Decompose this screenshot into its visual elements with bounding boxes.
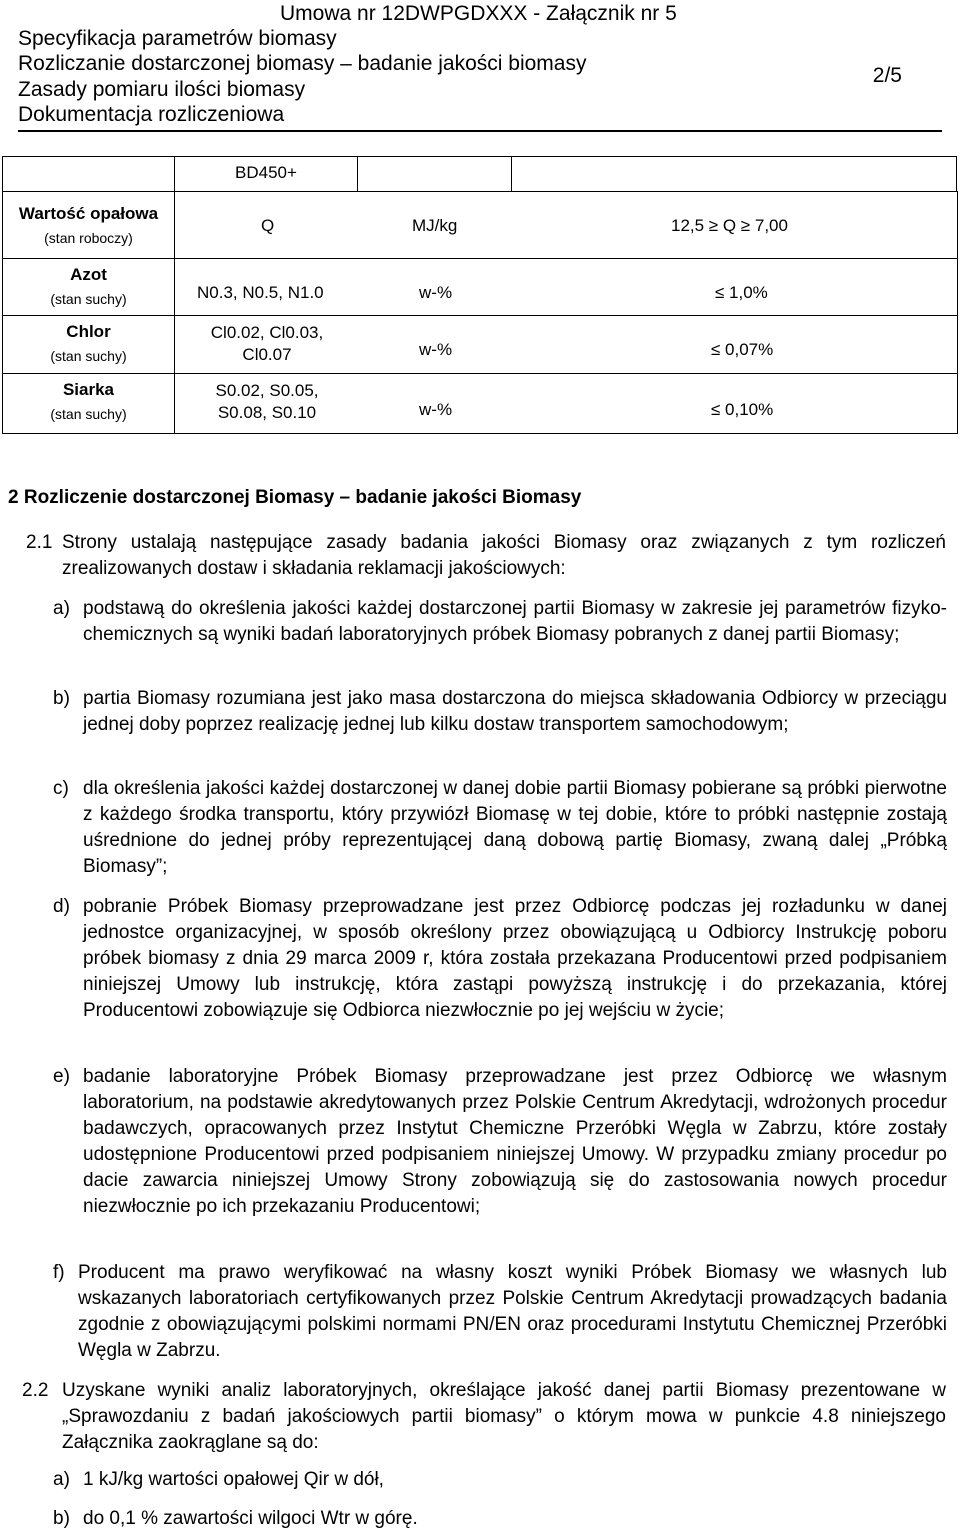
param-limit: ≤ 0,07% xyxy=(711,340,774,359)
paragraph-text: Strony ustalają następujące zasady badania jakości Biomasy oraz związanych z tym rozliczeń zrealizowanych dostaw i składania reklamacji jakościowych: xyxy=(62,532,946,579)
item-letter: a) xyxy=(53,1469,70,1490)
page-number: 2/5 xyxy=(872,64,902,87)
list-item-f: Producent ma prawo weryfikować na własny koszt wyniki Próbek Biomasy we własnych lub wskazanych laboratoriach certyfikowanych przez Polskie Centrum Akredytacji prowadzących badania zgodnie z obowiązującymi polskimi normami PN/EN oraz procedurami Instytutu Chemicznej Przeróbki Węgla w Zabrzu. xyxy=(78,1262,947,1361)
paragraph-2-2: Uzyskane wyniki analiz laboratoryjnych, określające jakość danej partii Biomasy prezentowane w „Sprawozdaniu z badań jakościowych partii biomasy” o którym mowa w punkcie 4.8 niniejszego Załącznika zaokrąglane są do: xyxy=(62,1380,946,1453)
list-item-c: dla określenia jakości każdej dostarczonej w danej dobie partii Biomasy pobierane są próbki pierwotne z każdego środka transportu, który przywiózł Biomasę w tej dobie, które to próbki następnie zostają uśrednione do jednej próby reprezentującej daną dobową partię Biomasy, zwaną dalej „Próbką Biomasy”; xyxy=(83,778,947,877)
param-limit: ≤ 1,0% xyxy=(715,283,768,302)
table-row-values xyxy=(174,315,958,374)
table-row-label xyxy=(2,315,175,374)
header-line: Zasady pomiaru ilości biomasy xyxy=(18,78,306,101)
list-item-e: badanie laboratoryjne Próbek Biomasy przeprowadzane jest przez Odbiorcę we własnym laboratorium, na podstawie akredytowanych przez Polskie Centrum Akredytacji, wdrożonych procedur badawczych, opracowanych przez Instytut Chemiczne Przeróbki Węgla w Zabrzu, które zostały udostępnione Producentowi przed podpisaniem niniejszej Umowy. W przypadku zmiany procedur po dacie zawarcia niniejszej Umowy Strony zobowiązują się do zastosowania nowych procedur niezwłocznie po ich przekazaniu Producentowi; xyxy=(83,1066,947,1217)
table-row-values xyxy=(174,191,958,259)
header-line: Dokumentacja rozliczeniowa xyxy=(18,103,285,126)
table-row-values xyxy=(174,258,958,316)
item-letter: b) xyxy=(53,1508,70,1529)
item-letter: c) xyxy=(53,778,69,799)
param-unit: w-% xyxy=(419,340,453,359)
table-cell-code xyxy=(174,156,358,192)
item-letter: a) xyxy=(53,598,70,619)
top-code: BD450+ xyxy=(235,163,297,182)
param-condition: (stan suchy) xyxy=(50,291,127,307)
param-code: S0.02, S0.05, S0.08, S0.10 xyxy=(215,381,319,422)
paragraph-number: 2.1 xyxy=(26,532,53,553)
param-name: Wartość opałowa xyxy=(18,204,159,223)
param-code: Q xyxy=(261,216,275,235)
item-letter: f) xyxy=(53,1262,65,1283)
param-name: Chlor xyxy=(66,322,111,341)
table-row-label xyxy=(2,373,175,434)
table-row-values xyxy=(174,373,958,434)
header-divider xyxy=(18,130,942,132)
param-condition: (stan roboczy) xyxy=(44,230,133,246)
table-cell-empty xyxy=(511,156,957,192)
table-row-label xyxy=(2,191,175,259)
item-letter: b) xyxy=(53,688,70,709)
table-cell-empty xyxy=(2,156,175,192)
list-item-d: pobranie Próbek Biomasy przeprowadzane jest przez Odbiorcę podczas jej rozładunku w danej jednostce organizacyjnej, w sposób określony przez obowiązującą u Odbiorcy Instrukcję poboru próbek biomasy z dnia 29 marca 2009 r, która została przekazana Producentowi przed podpisaniem niniejszej Umowy lub instrukcję, która zastąpi powyższą instrukcję i do przekazania, której Producentowi zobowiązuje się Odbiorca niezwłocznie po jej wejściu w życie; xyxy=(83,896,947,1021)
param-unit: MJ/kg xyxy=(412,216,458,235)
list-item-2a: 1 kJ/kg wartości opałowej Qir w dół, xyxy=(83,1469,384,1490)
param-condition: (stan suchy) xyxy=(50,406,127,422)
paragraph-2-1 xyxy=(62,530,946,582)
item-letter: e) xyxy=(53,1066,70,1087)
param-name: Azot xyxy=(70,265,107,284)
param-code: N0.3, N0.5, N1.0 xyxy=(197,283,324,302)
header-line: Specyfikacja parametrów biomasy xyxy=(18,27,337,50)
param-limit: 12,5 ≥ Q ≥ 7,00 xyxy=(671,216,788,235)
param-code: Cl0.02, Cl0.03, Cl0.07 xyxy=(210,323,324,364)
param-condition: (stan suchy) xyxy=(50,348,127,364)
list-item-b: partia Biomasy rozumiana jest jako masa dostarczona do miejsca składowania Odbiorcy w przeciągu jednej doby poprzez realizację jednej lub kilku dostaw transportem samochodowym; xyxy=(83,688,947,735)
paragraph-number: 2.2 xyxy=(22,1380,49,1401)
table-row-label xyxy=(2,258,175,316)
header-title: Umowa nr 12DWPGDXXX - Załącznik nr 5 xyxy=(280,2,677,25)
section-heading: 2 Rozliczenie dostarczonej Biomasy – badanie jakości Biomasy xyxy=(8,487,582,508)
header-line: Rozliczanie dostarczonej biomasy – badanie jakości biomasy xyxy=(18,52,587,75)
param-limit: ≤ 0,10% xyxy=(711,400,774,419)
list-item-a: podstawą do określenia jakości każdej dostarczonej partii Biomasy w zakresie jej parametrów fizyko-chemicznych są wyniki badań laboratoryjnych próbek Biomasy pobranych z danej partii Biomasy; xyxy=(83,598,947,645)
param-unit: w-% xyxy=(419,283,453,302)
param-unit: w-% xyxy=(419,400,453,419)
table-cell-empty xyxy=(357,156,512,192)
list-item-2b: do 0,1 % zawartości wilgoci Wtr w górę. xyxy=(83,1508,418,1529)
item-letter: d) xyxy=(53,896,70,917)
param-name: Siarka xyxy=(62,380,115,399)
